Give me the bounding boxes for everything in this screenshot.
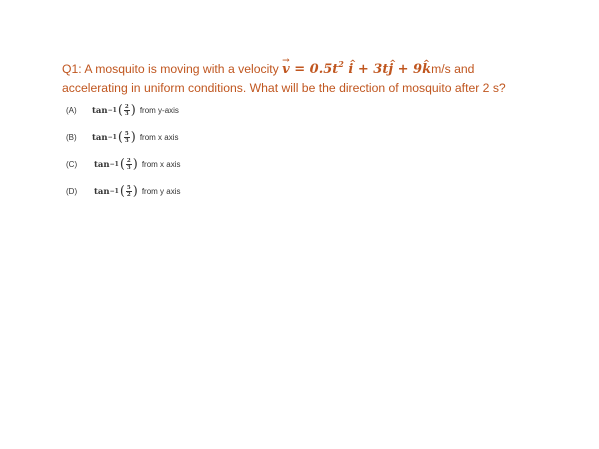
option-text: from y-axis [139,106,179,115]
question-suffix: m/s and accelerating in uniform conditions. What will be the direction of mosquito after 2 s? [62,62,506,95]
velocity-equation: → $v = 0.5t^2$ ^ i + 3t^ j + 9^ k [282,62,431,77]
option-math: tan −1 ( $\frac{2}{3}$ ) [92,103,136,118]
option-label: (C) [66,160,78,169]
option-label: (B) [66,133,77,142]
question-text [62,60,532,97]
unit-vector-i: ^ i [348,61,353,79]
option-label: (A) [66,106,77,115]
option-d[interactable] [66,178,180,205]
velocity-vector-symbol: → v [282,61,290,79]
unit-vector-j: ^ j [388,61,393,79]
option-math: tan −1 ( $\frac{5}{2}$ ) [94,184,138,199]
option-text: from x axis [141,160,181,169]
unit-vector-k: ^ k [422,61,431,79]
fraction: $\frac{2}{3}$ [124,104,129,117]
option-b[interactable] [66,124,180,151]
fraction: $\frac{5}{3}$ [124,131,129,144]
option-math: tan −1 ( $\frac{2}{3}$ ) [94,157,138,172]
fraction: $\frac{2}{3}$ [126,158,131,171]
answer-options [66,97,180,205]
option-text: from x axis [139,133,179,142]
option-c[interactable] [66,151,180,178]
option-a[interactable] [66,97,180,124]
fraction: $\frac{5}{2}$ [126,185,131,198]
option-label: (D) [66,187,78,196]
question-prefix: Q1: A mosquito is moving with a velocity [62,62,283,76]
option-text: from y axis [141,187,181,196]
option-math: tan −1 ( $\frac{5}{3}$ ) [92,130,136,145]
